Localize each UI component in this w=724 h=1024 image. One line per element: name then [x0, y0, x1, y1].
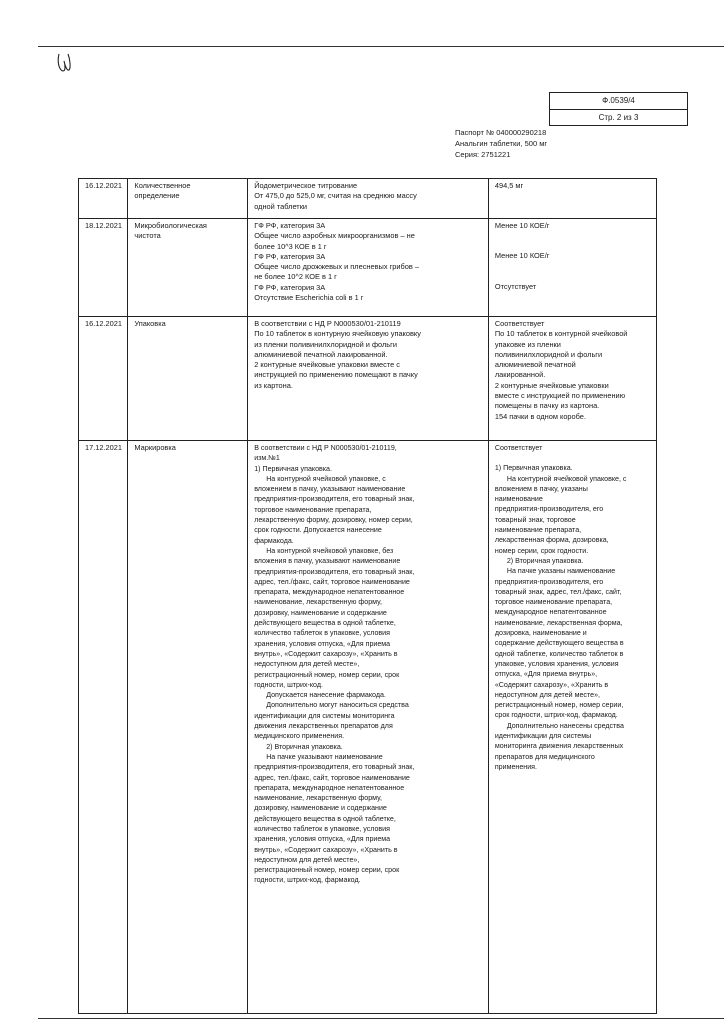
text-line: количество таблеток в упаковке, условия: [254, 824, 390, 833]
text-line: хранения, условия отпуска, «Для приема: [254, 835, 391, 844]
text-line: регистрационный номер, номер серии,: [494, 701, 624, 710]
text-line: упаковке, условия хранения, условия: [494, 659, 619, 668]
text-line: внутрь», «Содержит сахарозу», «Хранить в: [254, 845, 398, 854]
row-result: [488, 441, 656, 1014]
text-line: Соответствует: [494, 319, 545, 328]
text-line: недоступном для детей месте»,: [254, 855, 360, 864]
text-line: 154 пачки в одном коробе.: [494, 411, 586, 421]
text-line: На контурной ячейковой упаковке, с: [506, 474, 627, 483]
text-line: 2) Вторичная упаковка.: [506, 556, 584, 565]
text-line: наименование: [494, 495, 543, 504]
text-line: На пачке указывают наименование: [266, 752, 383, 761]
text-line: движения лекарственных препаратов для: [254, 722, 393, 731]
text-line: лекарственная форма, дозировка,: [494, 536, 609, 545]
text-line: внутрь», «Содержит сахарозу», «Хранить в: [254, 649, 398, 658]
text-line: наименование, лекарственную форму,: [254, 794, 382, 803]
text-line: более 10^3 КОЕ в 1 г: [254, 241, 327, 251]
text-line: 1) Первичная упаковка.: [494, 464, 573, 473]
passport-number: Паспорт № 040000290218: [455, 128, 547, 137]
text-line: из пленки поливинилхлоридной и фольги: [254, 339, 397, 349]
text-line: По 10 таблеток в контурной ячейковой: [494, 329, 628, 339]
text-line: отпуска, «Для приема внутрь»,: [494, 670, 598, 679]
text-line: регистрационный номер, номер серии, срок: [254, 670, 400, 679]
text-line: Микробиологическая: [134, 221, 207, 230]
text-line: содержание действующего вещества в: [494, 639, 624, 648]
row-date: 17.12.2021: [79, 441, 128, 1014]
text-line: Менее 10 КОЕ/г: [494, 251, 550, 261]
passport-header: [455, 127, 547, 160]
text-line: ГФ РФ, категория 3А: [254, 282, 326, 292]
text-line: дозировку, наименование и содержание: [254, 804, 387, 813]
table-row: [79, 441, 657, 1014]
text-line: предприятия-производителя, его товарный знак,: [254, 495, 415, 504]
text-line: торговое наименование препарата,: [494, 598, 613, 607]
text-line: наименование препарата,: [494, 526, 582, 535]
text-line: из картона.: [254, 380, 293, 390]
row-test-name: [128, 317, 248, 441]
text-line: номер серии, срок годности.: [494, 546, 589, 555]
row-result: [488, 219, 656, 317]
text-line: препарата, международное непатентованное: [254, 783, 405, 792]
text-line: недоступном для детей месте»,: [494, 690, 600, 699]
text-line: Общее число дрожжевых и плесневых грибов –: [254, 262, 419, 272]
text-line: применения.: [494, 762, 537, 771]
form-code: Ф.0539/4: [602, 96, 635, 105]
text-line: дозировка, наименование и: [494, 629, 587, 638]
text-line: Дополнительно нанесены средства: [506, 721, 624, 730]
row-date: 18.12.2021: [79, 219, 128, 317]
text-line: наименование, лекарственную форму,: [254, 598, 382, 607]
text-line: От 475,0 до 525,0 мг, считая на среднюю массу: [254, 191, 417, 201]
text-line: одной таблетке, количество таблеток в: [494, 649, 624, 658]
text-line: поливинилхлоридной и фольги: [494, 349, 603, 359]
text-line: действующего вещества в одной таблетке,: [254, 814, 396, 823]
text-line: регистрационный номер, номер серии, срок: [254, 866, 400, 875]
text-line: торговое наименование препарата,: [254, 505, 372, 514]
scan-top-edge: [38, 46, 724, 47]
text-line: определение: [134, 191, 180, 201]
text-line: наименование, лекарственная форма,: [494, 618, 623, 627]
text-line: идентификации для системы мониторинга: [254, 711, 395, 720]
row-test-name: [128, 441, 248, 1014]
row-requirement: [248, 441, 489, 1014]
text-line: вложением в пачку, указывают наименование: [254, 485, 406, 494]
page-number: Стр. 2 из 3: [550, 109, 687, 126]
text-line: «Содержит сахарозу», «Хранить в: [494, 680, 609, 689]
text-line: По 10 таблеток в контурную ячейковую упаковку: [254, 329, 421, 339]
text-line: вложением в пачку, указаны: [494, 484, 588, 493]
text-line: чистота: [134, 231, 161, 241]
text-line: хранения, условия отпуска, «Для приема: [254, 639, 391, 648]
text-line: Менее 10 КОЕ/г: [494, 221, 550, 230]
text-line: фармакода.: [254, 536, 294, 545]
text-line: ГФ РФ, категория 3А: [254, 221, 326, 230]
text-line: 2) Вторичная упаковка.: [266, 742, 343, 751]
text-line: предприятия-производителя, его товарный знак,: [254, 567, 415, 576]
text-line: вложения в пачку, указывают наименование: [254, 557, 401, 566]
row-requirement: [248, 179, 489, 219]
text-line: предприятия-производителя, его товарный знак,: [254, 763, 415, 772]
text-line: 494,5 мг: [494, 181, 524, 190]
text-line: Дополнительно могут наноситься средства: [266, 701, 409, 710]
text-line: годности, штрих-код.: [254, 680, 323, 689]
text-line: В соответствии с НД Р N000530/01-210119: [254, 319, 401, 328]
table-row: [79, 179, 657, 219]
table-row: [79, 317, 657, 441]
text-line: В соответствии с НД Р N000530/01-210119,: [254, 444, 397, 452]
text-line: 2 контурные ячейковые упаковки: [494, 380, 609, 390]
text-line: срок годности. Допускается нанесение: [254, 526, 382, 535]
text-line: товарный знак, торговое: [494, 515, 576, 524]
text-line: действующего вещества в одной таблетке,: [254, 619, 396, 628]
text-line: одной таблетки: [254, 201, 308, 211]
text-line: идентификации для системы: [494, 732, 592, 741]
text-line: предприятия-производителя, его: [494, 577, 604, 586]
text-line: Общее число аэробных микроорганизмов – не: [254, 231, 415, 241]
text-line: инструкцией по применению помещают в пачку: [254, 370, 418, 380]
text-line: На контурной ячейковой упаковке, без: [266, 546, 394, 555]
text-line: не более 10^2 КОЕ в 1 г: [254, 272, 337, 282]
text-line: Соответствует: [494, 444, 543, 452]
scan-bottom-edge: [38, 1018, 724, 1019]
text-line: недоступном для детей месте»,: [254, 660, 360, 669]
form-number-box: [549, 92, 688, 126]
text-line: 2 контурные ячейковые упаковки вместе с: [254, 360, 400, 370]
text-line: срок годности, штрих-код, фармакод.: [494, 711, 618, 720]
text-line: мониторинга движения лекарственных: [494, 742, 624, 751]
handwritten-mark: [56, 52, 72, 74]
text-line: Упаковка: [134, 319, 166, 328]
text-line: Количественное: [134, 181, 191, 190]
text-line: Йодометрическое титрование: [254, 181, 358, 190]
text-line: На пачке указаны наименование: [506, 567, 616, 576]
text-line: Маркировка: [134, 443, 176, 452]
text-line: международное непатентованное: [494, 608, 607, 617]
text-line: алюминиевой печатной: [494, 360, 576, 370]
row-requirement: [248, 219, 489, 317]
product-name: Анальгин таблетки, 500 мг: [455, 139, 548, 148]
table-row: [79, 219, 657, 317]
row-result: [488, 317, 656, 441]
row-test-name: [128, 179, 248, 219]
row-requirement: [248, 317, 489, 441]
text-line: изм.№1: [254, 454, 280, 463]
row-result: [488, 179, 656, 219]
row-date: 16.12.2021: [79, 179, 128, 219]
text-line: количество таблеток в упаковке, условия: [254, 629, 390, 638]
text-line: 1) Первичная упаковка.: [254, 464, 332, 473]
text-line: алюминиевой печатной лакированной.: [254, 349, 388, 359]
analysis-table: [78, 178, 657, 1014]
text-line: вместе с инструкцией по применению: [494, 391, 626, 401]
text-line: годности, штрих-код, фармакод.: [254, 876, 361, 885]
text-line: Отсутствие Escherichia coli в 1 г: [254, 293, 364, 303]
text-line: дозировку, наименование и содержание: [254, 608, 387, 617]
text-line: препаратов для медицинского: [494, 752, 595, 761]
text-line: медицинского применения.: [254, 732, 345, 741]
text-line: Допускается нанесение фармакода.: [266, 691, 386, 700]
text-line: ГФ РФ, категория 3А: [254, 251, 326, 261]
text-line: помещены в пачку из картона.: [494, 401, 600, 411]
text-line: адрес, тел./факс, сайт, торговое наименование: [254, 773, 410, 782]
batch-number: Серия: 2751221: [455, 150, 511, 159]
text-line: Отсутствует: [494, 281, 537, 291]
row-date: 16.12.2021: [79, 317, 128, 441]
text-line: препарата, международное непатентованное: [254, 588, 405, 597]
text-line: адрес, тел./факс, сайт, торговое наименование: [254, 577, 410, 586]
text-line: лакированной.: [494, 370, 546, 380]
text-line: лекарственную форму, дозировку, номер серии,: [254, 516, 413, 525]
row-test-name: [128, 219, 248, 317]
text-line: упаковке из пленки: [494, 339, 561, 349]
text-line: товарный знак, адрес, тел./факс, сайт,: [494, 587, 622, 596]
text-line: На контурной ячейковой упаковке, с: [266, 474, 386, 483]
text-line: предприятия-производителя, его: [494, 505, 604, 514]
